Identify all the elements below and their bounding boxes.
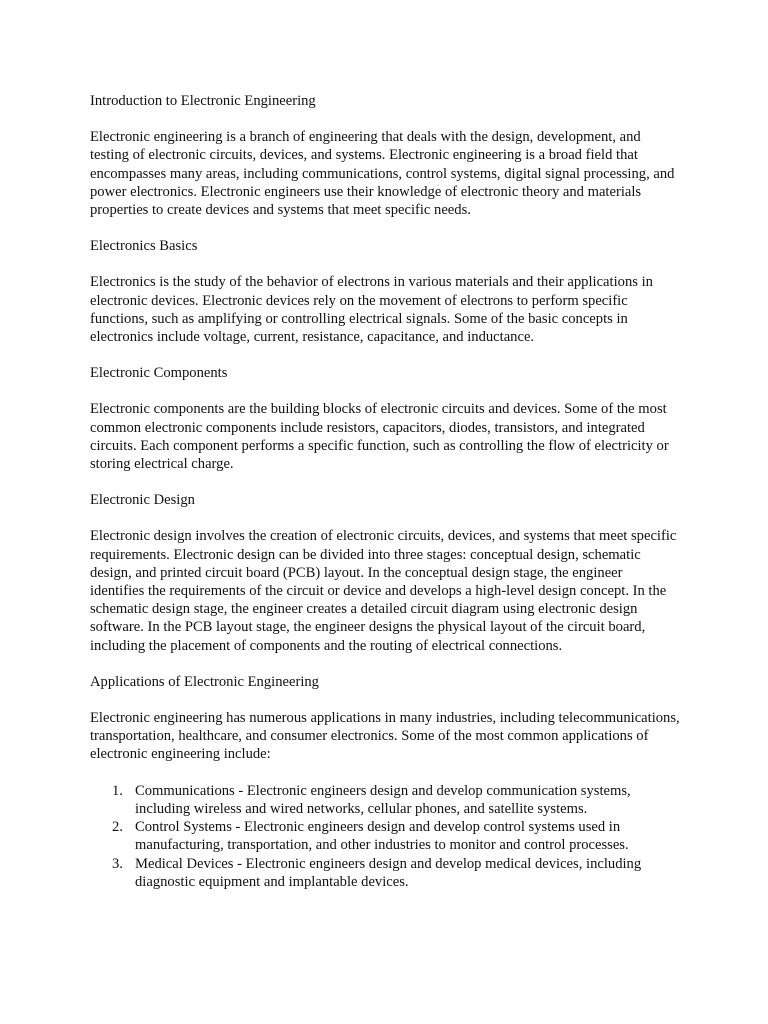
list-item: Medical Devices - Electronic engineers design and develop medical devices, including diagnostic equipment and implantable devices.	[135, 855, 642, 890]
list-item: Control Systems - Electronic engineers design and develop control systems used in manufacturing, transportation, and other industries to monitor and control processes.	[135, 819, 629, 854]
document-title: Introduction to Electronic Engineering	[90, 93, 316, 109]
section-body-electronics-basics: Electronics is the study of the behavior of electrons in various materials and their applications in electronic devices. Electronic devices rely on the movement of electrons to perform specific functions, such as amplifying or controlling electrical signals. Some of the basic concepts in electronics include voltage, current, resistance, capacitance, and inductance.	[90, 274, 653, 346]
list-item: Communications - Electronic engineers design and develop communication systems, including wireless and wired networks, cellular phones, and satellite systems.	[135, 782, 631, 817]
document-page	[90, 92, 680, 891]
section-body-electronic-components: Electronic components are the building blocks of electronic circuits and devices. Some of the most common electronic components include resistors, capacitors, diodes, transistors, and integrated circuits. Each component performs a specific function, such as controlling the flow of electricity or storing electrical charge.	[90, 401, 669, 473]
section-body-electronic-design: Electronic design involves the creation of electronic circuits, devices, and systems that meet specific requirements. Electronic design can be divided into three stages: conceptual design, schematic design, and printed circuit board (PCB) layout. In the conceptual design stage, the engineer identifies the requirements of the circuit or device and develops a high-level design concept. In the schematic design stage, the engineer creates a detailed circuit diagram using electronic design software. In the PCB layout stage, the engineer designs the physical layout of the circuit board, including the placement of components and the routing of electrical connections.	[90, 528, 677, 654]
section-body-applications: Electronic engineering has numerous applications in many industries, including telecommunications, transportation, healthcare, and consumer electronics. Some of the most common applications of electronic engineering include:	[90, 710, 680, 763]
section-heading-electronic-components: Electronic Components	[90, 365, 228, 382]
section-heading-electronics-basics: Electronics Basics	[90, 238, 198, 255]
section-heading-electronic-design: Electronic Design	[90, 492, 195, 509]
applications-list	[90, 782, 680, 891]
intro-paragraph: Electronic engineering is a branch of engineering that deals with the design, development, and testing of electronic circuits, devices, and systems. Electronic engineering is a broad field that encompasses many areas, including communications, control systems, digital signal processing, and power electronics. Electronic engineers use their knowledge of electronic theory and materials properties to create devices and systems that meet specific needs.	[90, 129, 675, 219]
section-heading-applications: Applications of Electronic Engineering	[90, 673, 319, 690]
